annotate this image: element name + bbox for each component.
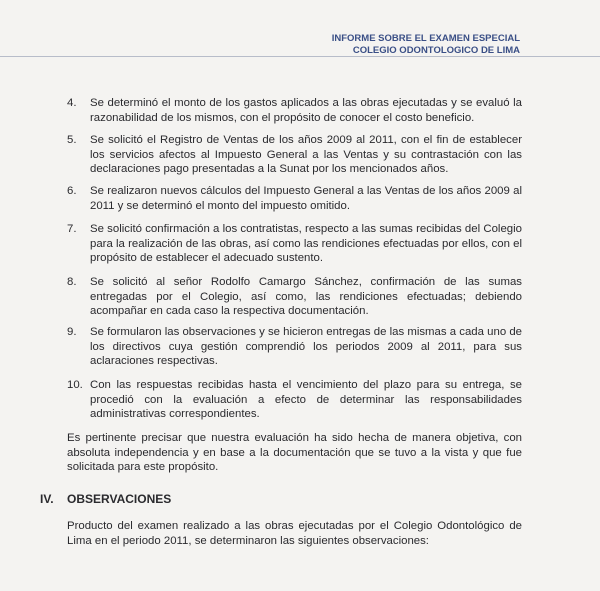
item-text: Con las respuestas recibidas hasta el vencimiento del plazo para su entrega, se procedió con la evaluación a efecto de determinar las responsabilidades administrativas correspondientes. [90,379,522,421]
section-number: IV. [40,492,54,506]
header-title: INFORME SOBRE EL EXAMEN ESPECIAL [331,33,520,44]
item-text: Se realizaron nuevos cálculos del Impuesto General a las Ventas de los años 2009 al 2011 y se determinó el monto del impuesto omitido. [90,185,522,212]
list-item [67,275,522,319]
header-divider [0,56,600,57]
list-item [67,378,522,422]
section-intro: Producto del examen realizado a las obras ejecutadas por el Colegio Odontológico de Lima en el periodo 2011, se determinaron las siguientes observaciones: [67,520,522,547]
list-item [67,96,522,125]
item-number: 9. [67,326,77,338]
item-number: 6. [67,185,77,197]
item-number: 10. [67,379,83,391]
item-number: 7. [67,223,77,235]
section-title: OBSERVACIONES [67,492,172,506]
closing-paragraph: Es pertinente precisar que nuestra evaluación ha sido hecha de manera objetiva, con absoluta independencia y en base a la documentación que se tuvo a la vista y que fue solicitada para este propósito. [67,432,522,474]
list-item [67,222,522,266]
header-subtitle: COLEGIO ODONTOLOGICO DE LIMA [352,45,520,56]
item-number: 5. [67,134,77,146]
item-number: 4. [67,97,77,109]
item-text: Se solicitó confirmación a los contratistas, respecto a las sumas recibidas del Colegio para la realización de las obras, así como las rendiciones efectuadas por ellos, con el propósito de establecer el adecuado sustento. [90,223,522,265]
item-text: Se solicitó al señor Rodolfo Camargo Sánchez, confirmación de las sumas entregadas por el Colegio, así como, las rendiciones efectuadas; debiendo acompañar en cada caso la respectiva documentación. [90,276,522,318]
item-text: Se solicitó el Registro de Ventas de los años 2009 al 2011, con el fin de establecer los servicios afectos al Impuesto General a las Ventas y su contrastación con las declaraciones pago presentadas a la Sunat por los mencionados años. [90,134,522,176]
report-header [332,33,520,57]
item-text: Se determinó el monto de los gastos aplicados a las obras ejecutadas y se evaluó la razonabilidad de los mismos, con el propósito de conocer el costo beneficio. [90,97,522,124]
list-item [67,184,522,213]
list-item [67,325,522,369]
item-text: Se formularon las observaciones y se hicieron entregas de las mismas a cada uno de los directivos cuya gestión comprendió los periodos 2009 al 2011, para sus aclaraciones respectivas. [90,326,522,368]
list-item [67,133,522,177]
item-number: 8. [67,276,77,288]
